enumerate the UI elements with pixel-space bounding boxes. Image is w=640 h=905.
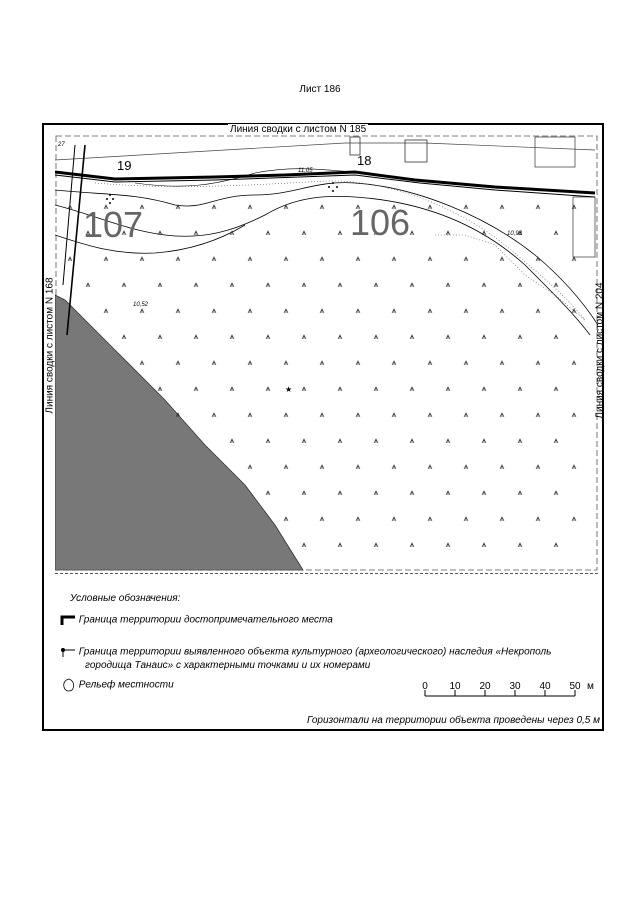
legend-item-heritage (60, 646, 551, 659)
building (573, 197, 595, 257)
grass-symbol (392, 413, 396, 417)
grass-symbol (302, 439, 306, 443)
grass-symbol (302, 491, 306, 495)
grass-symbol (212, 257, 216, 261)
elevation-label: 11,05 (298, 168, 313, 174)
grass-symbol (212, 309, 216, 313)
map-canvas (55, 135, 598, 571)
legend-label: Граница территории достопримечательного места (78, 614, 333, 626)
grass-symbol (356, 309, 360, 313)
grass-symbol (410, 231, 414, 235)
grass-symbol (320, 465, 324, 469)
grass-symbol (572, 517, 576, 521)
grass-symbol (428, 465, 432, 469)
grass-symbol (482, 387, 486, 391)
grass-symbol (320, 517, 324, 521)
grass-symbol (536, 413, 540, 417)
grass-symbol (230, 387, 234, 391)
grass-symbol (284, 361, 288, 365)
grass-symbol (356, 413, 360, 417)
landmark-boundary-icon (60, 614, 76, 626)
grass-symbol (482, 439, 486, 443)
legend-item-relief (62, 678, 174, 692)
grass-symbol (518, 491, 522, 495)
grass-symbol (410, 335, 414, 339)
grass-symbol (554, 231, 558, 235)
grass-symbol (374, 335, 378, 339)
grass-symbol (266, 283, 270, 287)
grass-symbol (554, 439, 558, 443)
grass-symbol (212, 205, 216, 209)
grass-symbol (122, 283, 126, 287)
grass-symbol (212, 413, 216, 417)
grass-symbol (248, 205, 252, 209)
grass-symbol (410, 543, 414, 547)
grass-symbol (374, 491, 378, 495)
grass-symbol (392, 257, 396, 261)
grass-symbol (572, 465, 576, 469)
grass-symbol (518, 387, 522, 391)
legend-item-landmark (60, 614, 333, 627)
footnote: Горизонтали на территории объекта проведены через 0,5 м (306, 715, 600, 726)
grass-symbol (176, 257, 180, 261)
scale-tick-label: 50 (569, 681, 581, 692)
legend-label: Рельеф местности (78, 679, 174, 691)
grass-symbol (194, 231, 198, 235)
contour-dotted (95, 181, 585, 320)
heritage-boundary-icon (60, 646, 76, 658)
landmark-boundary (55, 172, 595, 193)
legend-title: Условные обозначения: (70, 593, 181, 604)
grass-symbol (158, 387, 162, 391)
grass-symbol (428, 413, 432, 417)
hatched-area (55, 295, 303, 570)
grass-symbol (428, 309, 432, 313)
grass-symbol (140, 361, 144, 365)
grass-symbol (446, 387, 450, 391)
grass-symbol (464, 361, 468, 365)
grass-symbol (266, 387, 270, 391)
grass-symbol (320, 413, 324, 417)
grass-symbol (302, 231, 306, 235)
parcel-107: 107 (83, 204, 144, 245)
grass-symbol (410, 439, 414, 443)
grass-symbol (446, 491, 450, 495)
grass-symbol (536, 517, 540, 521)
grass-symbol (338, 543, 342, 547)
grass-symbol (536, 465, 540, 469)
grass-symbol (302, 335, 306, 339)
grass-symbol (410, 283, 414, 287)
characteristic-point-mark (106, 182, 338, 204)
legend-separator (55, 573, 598, 574)
grass-symbol (284, 465, 288, 469)
grass-symbol (482, 231, 486, 235)
grass-symbol (572, 257, 576, 261)
match-line-top-label: Линия сводки с листом N 185 (230, 124, 367, 135)
building (535, 137, 575, 167)
grass-symbol (500, 413, 504, 417)
point-19: 19 (117, 158, 132, 173)
elevation-label: 27 (58, 142, 65, 148)
grass-symbol (140, 309, 144, 313)
grass-symbol (302, 543, 306, 547)
grass-symbol (500, 257, 504, 261)
grass-symbol (284, 257, 288, 261)
grass-symbol (392, 361, 396, 365)
grass-symbol (428, 361, 432, 365)
grass-symbol (320, 257, 324, 261)
grass-symbol (482, 491, 486, 495)
grass-symbol (374, 439, 378, 443)
grass-symbol (446, 231, 450, 235)
grass-symbol (320, 309, 324, 313)
grass-symbol (140, 257, 144, 261)
elevation-label: 10,93 (507, 231, 523, 237)
sheet-title: Лист 186 (299, 84, 341, 95)
grass-symbol (320, 205, 324, 209)
legend-label: Граница территории выявленного объекта культурного (археологического) наследия «Некрополь (78, 646, 552, 658)
road-strip (55, 143, 595, 160)
grass-symbol (266, 491, 270, 495)
grass-symbol (68, 257, 72, 261)
scale-tick-label: 30 (509, 681, 521, 692)
grass-symbol (554, 387, 558, 391)
grass-symbol (410, 491, 414, 495)
grass-symbol (500, 309, 504, 313)
grass-symbol (194, 387, 198, 391)
grass-symbol (104, 257, 108, 261)
grass-symbol (446, 439, 450, 443)
grass-symbol (266, 439, 270, 443)
grass-symbol (122, 335, 126, 339)
grass-symbol (500, 361, 504, 365)
grass-symbol (338, 231, 342, 235)
grass-symbol (302, 387, 306, 391)
grass-symbol (302, 283, 306, 287)
grass-symbol (482, 543, 486, 547)
relief-contour-icon (62, 678, 76, 692)
grass-symbol (518, 543, 522, 547)
scale-tick-label: 10 (449, 681, 461, 692)
grass-symbol (284, 309, 288, 313)
grass-symbol (230, 335, 234, 339)
grass-symbol (500, 517, 504, 521)
grass-symbol (464, 413, 468, 417)
grass-symbol (572, 413, 576, 417)
grass-symbol (104, 309, 108, 313)
grass-symbol (320, 361, 324, 365)
grass-symbol (392, 517, 396, 521)
contour-dotted (435, 235, 585, 320)
grass-symbol (158, 335, 162, 339)
grass-symbol (284, 413, 288, 417)
grass-symbol (266, 231, 270, 235)
grass-symbol (446, 543, 450, 547)
grass-symbol (518, 335, 522, 339)
grass-symbol (338, 283, 342, 287)
grass-symbol (518, 439, 522, 443)
grass-symbol (482, 335, 486, 339)
grass-symbol (536, 309, 540, 313)
grass-symbol (374, 543, 378, 547)
grass-symbol (284, 517, 288, 521)
scale-bar (415, 680, 605, 700)
grass-symbol (464, 517, 468, 521)
grass-symbol (500, 465, 504, 469)
grass-symbol (212, 361, 216, 365)
grass-symbol (338, 439, 342, 443)
grass-symbol (482, 283, 486, 287)
point-18: 18 (357, 153, 372, 168)
grass-symbol (572, 361, 576, 365)
grass-symbol (464, 465, 468, 469)
grass-symbol (464, 309, 468, 313)
grass-symbol (194, 283, 198, 287)
grass-symbol (446, 335, 450, 339)
scale-tick-label: 0 (422, 681, 428, 692)
grass-symbol (464, 205, 468, 209)
grass-symbol (500, 205, 504, 209)
scale-tick-label: 40 (539, 681, 551, 692)
grass-symbol (572, 205, 576, 209)
grass-symbol (248, 465, 252, 469)
grass-symbol (158, 283, 162, 287)
grass-symbol (554, 491, 558, 495)
grass-symbol (374, 387, 378, 391)
match-line-right-label: Линия сводки с листом N 204 (594, 282, 606, 419)
star-icon: ★ (285, 385, 293, 394)
grass-symbol (464, 257, 468, 261)
grass-symbol (194, 335, 198, 339)
grass-symbol (338, 387, 342, 391)
legend-label-continued: городища Танаис» с характерными точками и их номерами (85, 660, 371, 671)
grass-symbol (230, 439, 234, 443)
grass-symbol (338, 335, 342, 339)
grass-symbol (176, 309, 180, 313)
elevation-label: 10,52 (133, 302, 149, 308)
grass-symbol (248, 361, 252, 365)
scale-unit: м (587, 681, 594, 692)
grass-symbol (248, 257, 252, 261)
grass-symbol (374, 283, 378, 287)
grass-symbol (428, 257, 432, 261)
grass-symbol (248, 309, 252, 313)
parcel-106: 106 (350, 202, 411, 243)
grass-symbol (554, 283, 558, 287)
grass-symbol (356, 517, 360, 521)
grass-symbol (554, 543, 558, 547)
grass-symbol (554, 335, 558, 339)
grass-symbol (536, 361, 540, 365)
grass-symbol (158, 231, 162, 235)
grass-symbol (86, 283, 90, 287)
grass-symbol (248, 413, 252, 417)
grass-symbol (176, 361, 180, 365)
grass-symbol (428, 517, 432, 521)
grass-symbol (446, 283, 450, 287)
grass-symbol (356, 361, 360, 365)
grass-symbol (518, 283, 522, 287)
grass-symbol (410, 387, 414, 391)
scale-tick-label: 20 (479, 681, 491, 692)
grass-symbol (230, 283, 234, 287)
grass-symbol (356, 465, 360, 469)
grass-symbol (392, 465, 396, 469)
grass-symbol (266, 335, 270, 339)
grass-symbol (392, 309, 396, 313)
grass-symbol (338, 491, 342, 495)
grass-symbol (536, 205, 540, 209)
grass-symbol (356, 257, 360, 261)
grass-symbol (428, 205, 432, 209)
match-line-left-label: Линия сводки с листом N 168 (44, 277, 56, 414)
grass-symbol (68, 205, 72, 209)
